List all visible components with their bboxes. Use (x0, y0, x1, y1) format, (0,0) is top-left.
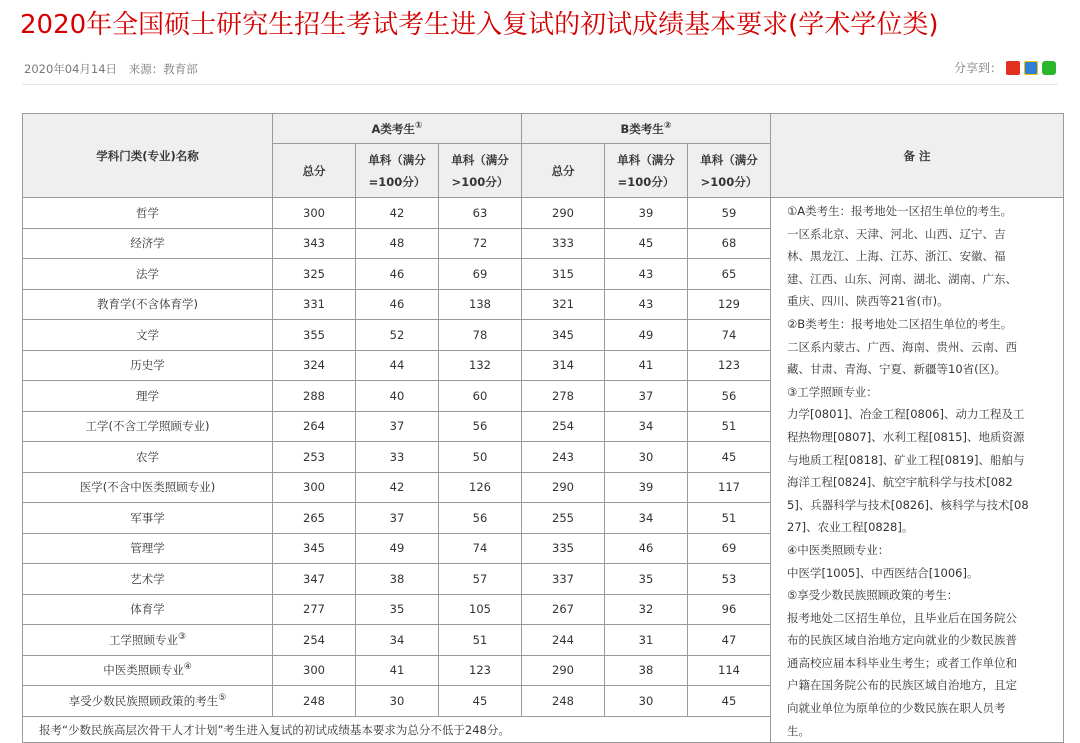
a-single-gt100: 78 (439, 320, 522, 351)
header-line: =100分） (617, 174, 675, 189)
a-total: 300 (273, 655, 356, 686)
remark-line: 力学[0801]、冶金工程[0806]、动力工程及工 (787, 407, 1025, 422)
header-b-single-100 (605, 144, 688, 198)
subject-label: 工学(不含工学照顾专业) (85, 419, 210, 434)
b-single-100: 39 (605, 198, 688, 229)
remark-line: 报考地处二区招生单位，且毕业后在国务院公 (787, 610, 1017, 625)
a-single-100: 49 (356, 533, 439, 564)
a-single-gt100: 56 (439, 503, 522, 534)
subject-name (23, 625, 273, 656)
b-total: 337 (522, 564, 605, 595)
subject-name (23, 503, 273, 534)
a-single-gt100: 105 (439, 594, 522, 625)
score-table (22, 113, 1064, 743)
remark-line: 程热物理[0807]、水利工程[0815]、地质资源 (787, 429, 1025, 444)
a-single-100: 52 (356, 320, 439, 351)
header-line: 单科（满分 (700, 152, 758, 167)
a-single-100: 41 (356, 655, 439, 686)
header-a-total: 总分 (273, 144, 356, 198)
subject-label: 艺术学 (130, 571, 165, 586)
a-total: 254 (273, 625, 356, 656)
b-total: 267 (522, 594, 605, 625)
subject-label: 享受少数民族照顾政策的考生 (68, 694, 219, 708)
remark-line: ①A类考生：报考地处一区招生单位的考生。 (787, 204, 1013, 218)
subject-label: 医学(不含中医类照顾专业) (79, 480, 216, 495)
weibo-icon[interactable] (1006, 61, 1020, 75)
subject-label: 经济学 (130, 236, 165, 251)
b-total: 290 (522, 655, 605, 686)
remark-line: 一区系北京、天津、河北、山西、辽宁、吉 (787, 226, 1006, 241)
remark-line: ③工学照顾专业： (787, 384, 878, 399)
wechat-icon[interactable] (1042, 61, 1056, 75)
header-line: >100分） (700, 174, 758, 189)
a-single-gt100: 123 (439, 655, 522, 686)
b-single-gt100: 45 (688, 442, 771, 473)
b-single-gt100: 51 (688, 411, 771, 442)
b-single-gt100: 59 (688, 198, 771, 229)
remark-line: ⑤享受少数民族照顾政策的考生： (787, 588, 959, 603)
a-single-100: 33 (356, 442, 439, 473)
b-total: 290 (522, 198, 605, 229)
remark-line: ②B类考生：报考地处二区招生单位的考生。 (787, 316, 1013, 331)
b-total: 333 (522, 228, 605, 259)
subject-name (23, 655, 273, 686)
b-single-gt100: 74 (688, 320, 771, 351)
b-total: 314 (522, 350, 605, 381)
a-total: 347 (273, 564, 356, 595)
a-single-100: 46 (356, 289, 439, 320)
b-single-gt100: 117 (688, 472, 771, 503)
header-group-a (273, 114, 522, 144)
a-single-100: 42 (356, 472, 439, 503)
subject-name (23, 320, 273, 351)
subject-label: 法学 (136, 266, 159, 281)
subject-label: 管理学 (130, 541, 165, 556)
subject-name (23, 289, 273, 320)
subject-label: 理学 (136, 388, 159, 403)
header-a-single-gt100 (439, 144, 522, 198)
remarks-cell (771, 198, 1064, 743)
a-single-100: 37 (356, 411, 439, 442)
b-single-100: 35 (605, 564, 688, 595)
b-single-100: 30 (605, 442, 688, 473)
a-single-gt100: 57 (439, 564, 522, 595)
a-total: 343 (273, 228, 356, 259)
b-single-100: 34 (605, 411, 688, 442)
share-label: 分享到： (953, 61, 1002, 75)
b-total: 254 (522, 411, 605, 442)
header-divider (22, 84, 1058, 85)
header-b-single-gt100 (688, 144, 771, 198)
b-single-100: 39 (605, 472, 688, 503)
a-single-gt100: 72 (439, 228, 522, 259)
subject-name (23, 198, 273, 229)
b-single-100: 46 (605, 533, 688, 564)
b-single-100: 45 (605, 228, 688, 259)
subject-label: 农学 (136, 449, 159, 464)
b-single-100: 41 (605, 350, 688, 381)
article-meta (24, 61, 198, 77)
subject-label: 中医类照顾专业 (103, 663, 184, 678)
a-single-gt100: 74 (439, 533, 522, 564)
a-total: 300 (273, 472, 356, 503)
subject-name (23, 411, 273, 442)
subject-name (23, 472, 273, 503)
a-total: 345 (273, 533, 356, 564)
a-total: 324 (273, 350, 356, 381)
b-total: 278 (522, 381, 605, 412)
b-single-gt100: 56 (688, 381, 771, 412)
group-a-label: A类考生 (371, 121, 415, 136)
b-total: 321 (522, 289, 605, 320)
remark-line: 27]、农业工程[0828]。 (787, 520, 914, 535)
remark-line: ④中医类照顾专业： (787, 542, 890, 557)
subject-name (23, 442, 273, 473)
b-single-gt100: 51 (688, 503, 771, 534)
b-single-100: 37 (605, 381, 688, 412)
subject-label: 军事学 (130, 510, 165, 525)
b-total: 315 (522, 259, 605, 290)
a-total: 264 (273, 411, 356, 442)
subject-label: 历史学 (130, 358, 165, 373)
a-total: 253 (273, 442, 356, 473)
a-single-gt100: 138 (439, 289, 522, 320)
b-total: 290 (522, 472, 605, 503)
b-single-gt100: 53 (688, 564, 771, 595)
subject-name (23, 228, 273, 259)
header-a-single-100 (356, 144, 439, 198)
a-single-100: 44 (356, 350, 439, 381)
source-label: 来源：教育部 (128, 62, 198, 76)
a-single-100: 35 (356, 594, 439, 625)
b-single-100: 49 (605, 320, 688, 351)
a-total: 355 (273, 320, 356, 351)
a-single-gt100: 50 (439, 442, 522, 473)
a-total: 331 (273, 289, 356, 320)
subject-name (23, 259, 273, 290)
a-single-gt100: 63 (439, 198, 522, 229)
remark-line: 向就业单位为原单位的少数民族在职人员考 (787, 701, 1006, 716)
b-total: 243 (522, 442, 605, 473)
b-single-100: 30 (605, 686, 688, 717)
a-single-100: 37 (356, 503, 439, 534)
header-remarks: 备 注 (771, 114, 1064, 198)
remark-line: 与地质工程[0818]、矿业工程[0819]、船舶与 (787, 452, 1025, 467)
group-a-mark: ① (414, 120, 423, 131)
group-b-mark: ② (663, 120, 672, 131)
remark-line: 户籍在国务院公布的民族区域自治地方，且定 (787, 678, 1017, 693)
b-total: 335 (522, 533, 605, 564)
subject-mark: ④ (183, 662, 192, 673)
a-total: 288 (273, 381, 356, 412)
share-bar (954, 59, 1056, 76)
header-line: 单科（满分 (451, 152, 509, 167)
header-b-total: 总分 (522, 144, 605, 198)
subject-label: 文学 (136, 327, 159, 342)
remark-line: 二区系内蒙古、广西、海南、贵州、云南、西 (787, 339, 1017, 354)
a-single-gt100: 51 (439, 625, 522, 656)
a-single-gt100: 56 (439, 411, 522, 442)
a-single-gt100: 45 (439, 686, 522, 717)
remark-line: 布的民族区域自治地方定向就业的少数民族普 (787, 633, 1017, 648)
a-single-100: 42 (356, 198, 439, 229)
remark-line: 通高校应届本科毕业生考生；或者工作单位和 (787, 655, 1017, 670)
a-single-100: 34 (356, 625, 439, 656)
b-single-gt100: 68 (688, 228, 771, 259)
remark-line: 5]、兵器科学与技术[0826]、核科学与技术[08 (787, 497, 1029, 512)
subject-name (23, 533, 273, 564)
b-single-gt100: 45 (688, 686, 771, 717)
header-line: >100分） (451, 174, 509, 189)
subject-label: 哲学 (136, 205, 159, 220)
b-single-gt100: 65 (688, 259, 771, 290)
remark-line: 中医学[1005]、中西医结合[1006]。 (787, 565, 979, 580)
b-single-100: 34 (605, 503, 688, 534)
header-line: 单科（满分 (617, 152, 675, 167)
a-single-100: 48 (356, 228, 439, 259)
a-total: 325 (273, 259, 356, 290)
page-title: 2020年全国硕士研究生招生考试考生进入复试的初试成绩基本要求(学术学位类) (20, 10, 939, 40)
b-single-gt100: 114 (688, 655, 771, 686)
table-row (23, 198, 1064, 229)
header-subject: 学科门类(专业)名称 (23, 114, 273, 198)
b-single-100: 43 (605, 259, 688, 290)
header-line: 单科（满分 (368, 152, 426, 167)
a-single-gt100: 132 (439, 350, 522, 381)
b-total: 248 (522, 686, 605, 717)
qzone-icon[interactable] (1024, 61, 1038, 75)
b-total: 345 (522, 320, 605, 351)
a-single-gt100: 69 (439, 259, 522, 290)
publish-date: 2020年04月14日 (24, 62, 118, 76)
a-total: 277 (273, 594, 356, 625)
remark-line: 建、江西、山东、河南、湖北、湖南、广东、 (787, 271, 1017, 286)
a-total: 300 (273, 198, 356, 229)
subject-name (23, 564, 273, 595)
b-single-100: 31 (605, 625, 688, 656)
subject-mark: ⑤ (218, 693, 227, 704)
header-group-b (522, 114, 771, 144)
a-total: 265 (273, 503, 356, 534)
footnote: 报考“少数民族高层次骨干人才计划”考生进入复试的初试成绩基本要求为总分不低于248分。 (23, 716, 771, 742)
b-single-gt100: 129 (688, 289, 771, 320)
subject-name (23, 350, 273, 381)
b-single-gt100: 123 (688, 350, 771, 381)
a-single-gt100: 60 (439, 381, 522, 412)
a-single-100: 46 (356, 259, 439, 290)
a-single-gt100: 126 (439, 472, 522, 503)
remark-line: 藏、甘肃、青海、宁夏、新疆等10省(区)。 (787, 362, 1007, 377)
b-single-gt100: 96 (688, 594, 771, 625)
a-single-100: 40 (356, 381, 439, 412)
subject-name (23, 594, 273, 625)
group-b-label: B类考生 (620, 121, 664, 136)
subject-mark: ③ (177, 632, 187, 643)
a-single-100: 38 (356, 564, 439, 595)
b-single-100: 32 (605, 594, 688, 625)
remark-line: 林、黑龙江、上海、江苏、浙江、安徽、福 (787, 249, 1006, 264)
a-total: 248 (273, 686, 356, 717)
b-total: 255 (522, 503, 605, 534)
b-total: 244 (522, 625, 605, 656)
b-single-100: 38 (605, 655, 688, 686)
a-single-100: 30 (356, 686, 439, 717)
subject-label: 体育学 (130, 602, 165, 617)
b-single-gt100: 69 (688, 533, 771, 564)
subject-name (23, 686, 273, 717)
remark-line: 海洋工程[0824]、航空宇航科学与技术[082 (787, 475, 1013, 490)
subject-name (23, 381, 273, 412)
header-line: =100分） (368, 174, 426, 189)
remark-line: 生。 (787, 723, 810, 738)
b-single-gt100: 47 (688, 625, 771, 656)
remark-line: 重庆、四川、陕西等21省(市)。 (787, 294, 949, 309)
b-single-100: 43 (605, 289, 688, 320)
subject-label: 工学照顾专业 (108, 632, 178, 647)
subject-label: 教育学(不含体育学) (97, 297, 198, 312)
